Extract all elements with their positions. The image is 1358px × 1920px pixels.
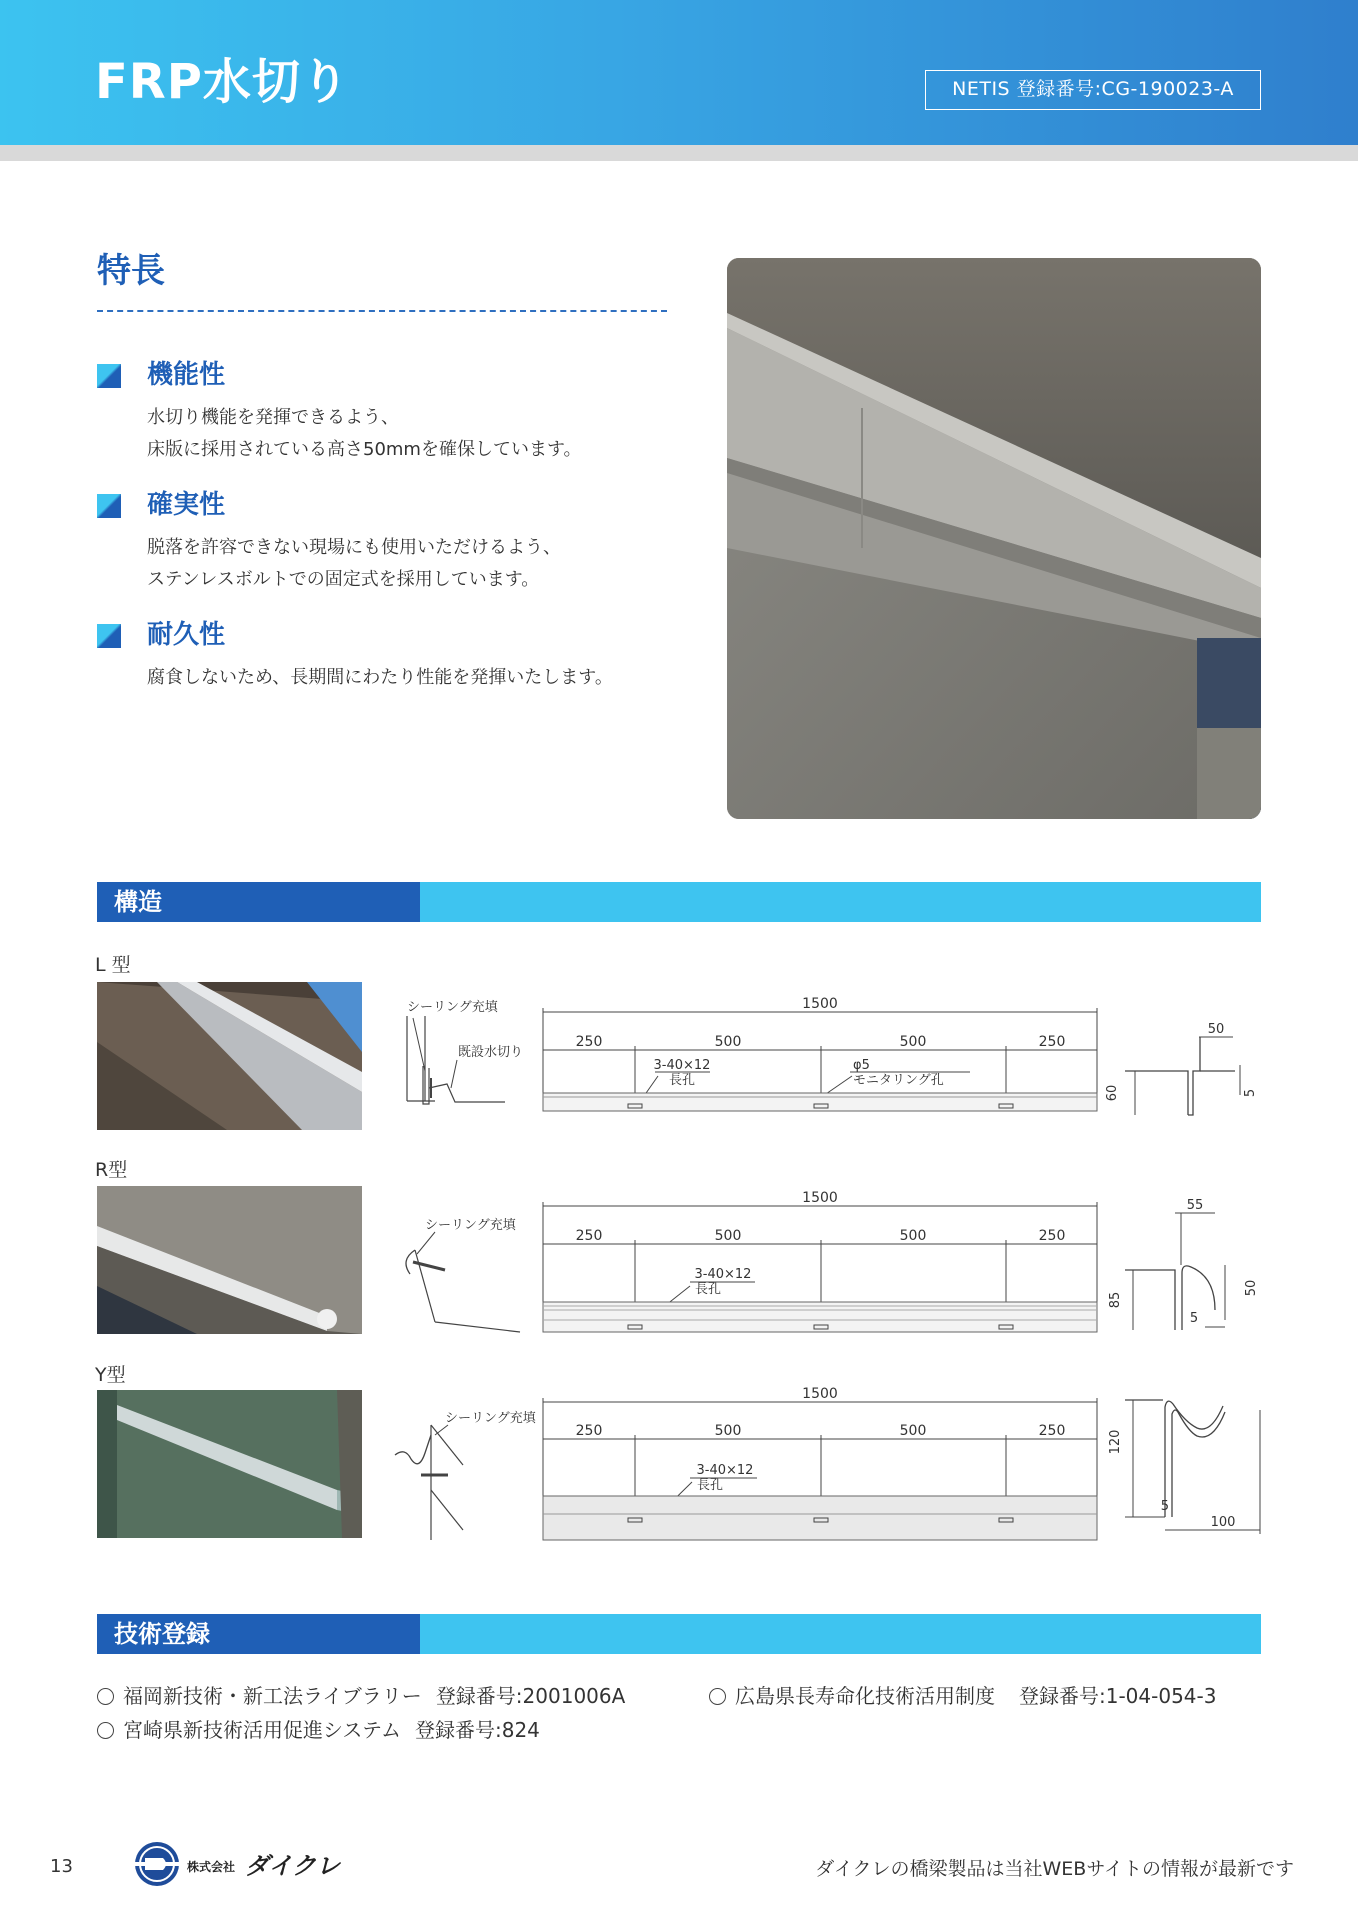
l-hole-label: 3-40×12 [653, 1058, 711, 1073]
r-type-section-drawing [395, 1212, 525, 1337]
square-bullet-icon [97, 494, 121, 518]
l-total-length: 1500 [802, 996, 838, 1012]
tech-section-bar [97, 1614, 1261, 1654]
circle-bullet-icon [709, 1688, 726, 1705]
y-type-profile-drawing [1108, 1392, 1265, 1542]
r-seg-0: 250 [575, 1228, 603, 1244]
r-type-photo [97, 1186, 362, 1334]
type-label-y: Y型 [95, 1364, 126, 1386]
feature-line: 脱落を許容できない現場にも使用いただけるよう、 [147, 537, 561, 558]
l-dim-height: 60 [1105, 1084, 1120, 1102]
r-dim-height: 85 [1108, 1291, 1123, 1309]
company-name: ダイクレ [245, 1852, 341, 1880]
r-type-profile-drawing [1108, 1195, 1265, 1335]
features-heading: 特長 [97, 251, 165, 291]
square-bullet-icon [97, 624, 121, 648]
feature-line: 床版に採用されている高さ50mmを確保しています。 [147, 439, 582, 460]
page-number: 13 [50, 1856, 73, 1877]
l-monitor-sub: モニタリング孔 [853, 1073, 944, 1088]
feature-line: ステンレスボルトでの固定式を採用しています。 [147, 569, 540, 590]
r-seg-1: 500 [714, 1228, 742, 1244]
l-seg-2: 500 [899, 1034, 927, 1050]
l-type-plan-drawing [540, 996, 1110, 1116]
l-seg-1: 500 [714, 1034, 742, 1050]
registration-item [97, 1686, 625, 1706]
y-dim-thickness: 5 [1160, 1499, 1169, 1514]
r-total-length: 1500 [802, 1190, 838, 1206]
l-type-profile-drawing [1105, 1015, 1265, 1125]
structure-heading: 構造 [114, 888, 162, 916]
y-seg-2: 500 [899, 1423, 927, 1439]
feature-title: 耐久性 [147, 620, 226, 650]
registration-item [97, 1720, 540, 1740]
r-dim-width: 55 [1186, 1198, 1204, 1213]
l-hole-sub: 長孔 [668, 1073, 696, 1088]
l-dim-width: 50 [1207, 1022, 1225, 1037]
l-monitor-label: φ5 [853, 1058, 870, 1073]
y-seg-3: 250 [1038, 1423, 1066, 1439]
r-hole-sub: 長孔 [694, 1282, 722, 1297]
registration-number: 登録番号:2001006A [435, 1684, 626, 1708]
registration-number: 登録番号:1-04-054-3 [1019, 1684, 1217, 1708]
square-bullet-icon [97, 364, 121, 388]
y-dim-height: 120 [1108, 1429, 1123, 1455]
feature-text [147, 402, 582, 466]
registration-name: 宮崎県新技術活用促進システム [123, 1718, 401, 1742]
feature-title: 機能性 [147, 360, 226, 390]
type-label-l: L 型 [95, 954, 131, 976]
tech-heading: 技術登録 [114, 1620, 210, 1648]
l-seg-3: 250 [1038, 1034, 1066, 1050]
l-type-photo [97, 982, 362, 1130]
l-sealing-label: シーリング充填 [407, 1000, 498, 1015]
feature-title: 確実性 [147, 490, 226, 520]
l-dim-thickness: 5 [1243, 1088, 1258, 1098]
registration-number: 登録番号:824 [415, 1718, 540, 1742]
page-title: FRP水切り [95, 54, 350, 110]
l-existing-label: 既設水切り [458, 1045, 524, 1060]
l-type-section-drawing [395, 996, 525, 1116]
y-seg-0: 250 [575, 1423, 603, 1439]
y-dim-width: 100 [1210, 1515, 1236, 1530]
r-dim-thickness: 5 [1189, 1311, 1199, 1326]
y-type-photo [97, 1390, 362, 1538]
feature-line: 腐食しないため、長期間にわたり性能を発揮いたします。 [147, 667, 613, 688]
registration-item [709, 1686, 1216, 1706]
y-total-length: 1500 [802, 1386, 838, 1402]
product-photo [727, 258, 1261, 819]
y-type-section-drawing [393, 1405, 543, 1545]
feature-line: 水切り機能を発揮できるよう、 [147, 407, 399, 428]
r-type-plan-drawing [540, 1190, 1110, 1330]
r-dim-inner: 50 [1244, 1279, 1259, 1297]
r-seg-2: 500 [899, 1228, 927, 1244]
r-hole-label: 3-40×12 [694, 1267, 752, 1282]
r-sealing-label: シーリング充填 [425, 1218, 516, 1233]
footer-note: ダイクレの橋梁製品は当社WEBサイトの情報が最新です [815, 1858, 1294, 1880]
circle-bullet-icon [97, 1688, 114, 1705]
feature-text [147, 532, 561, 596]
l-seg-0: 250 [575, 1034, 603, 1050]
y-hole-sub: 長孔 [696, 1478, 724, 1493]
y-hole-label: 3-40×12 [696, 1463, 754, 1478]
type-label-r: R型 [95, 1159, 128, 1181]
y-sealing-label: シーリング充填 [445, 1411, 536, 1426]
circle-bullet-icon [97, 1722, 114, 1739]
registration-name: 広島県長寿命化技術活用制度 [735, 1684, 995, 1708]
r-seg-3: 250 [1038, 1228, 1066, 1244]
feature-text [147, 662, 613, 694]
structure-section-bar [97, 882, 1261, 922]
features-divider [97, 310, 667, 312]
y-type-plan-drawing [540, 1386, 1110, 1541]
y-seg-1: 500 [714, 1423, 742, 1439]
company-prefix: 株式会社 [187, 1860, 236, 1874]
netis-badge: NETIS 登録番号:CG-190023-A [925, 70, 1261, 110]
company-logo [133, 1840, 373, 1888]
registration-name: 福岡新技術・新工法ライブラリー [123, 1684, 422, 1708]
header-underline [0, 145, 1358, 161]
